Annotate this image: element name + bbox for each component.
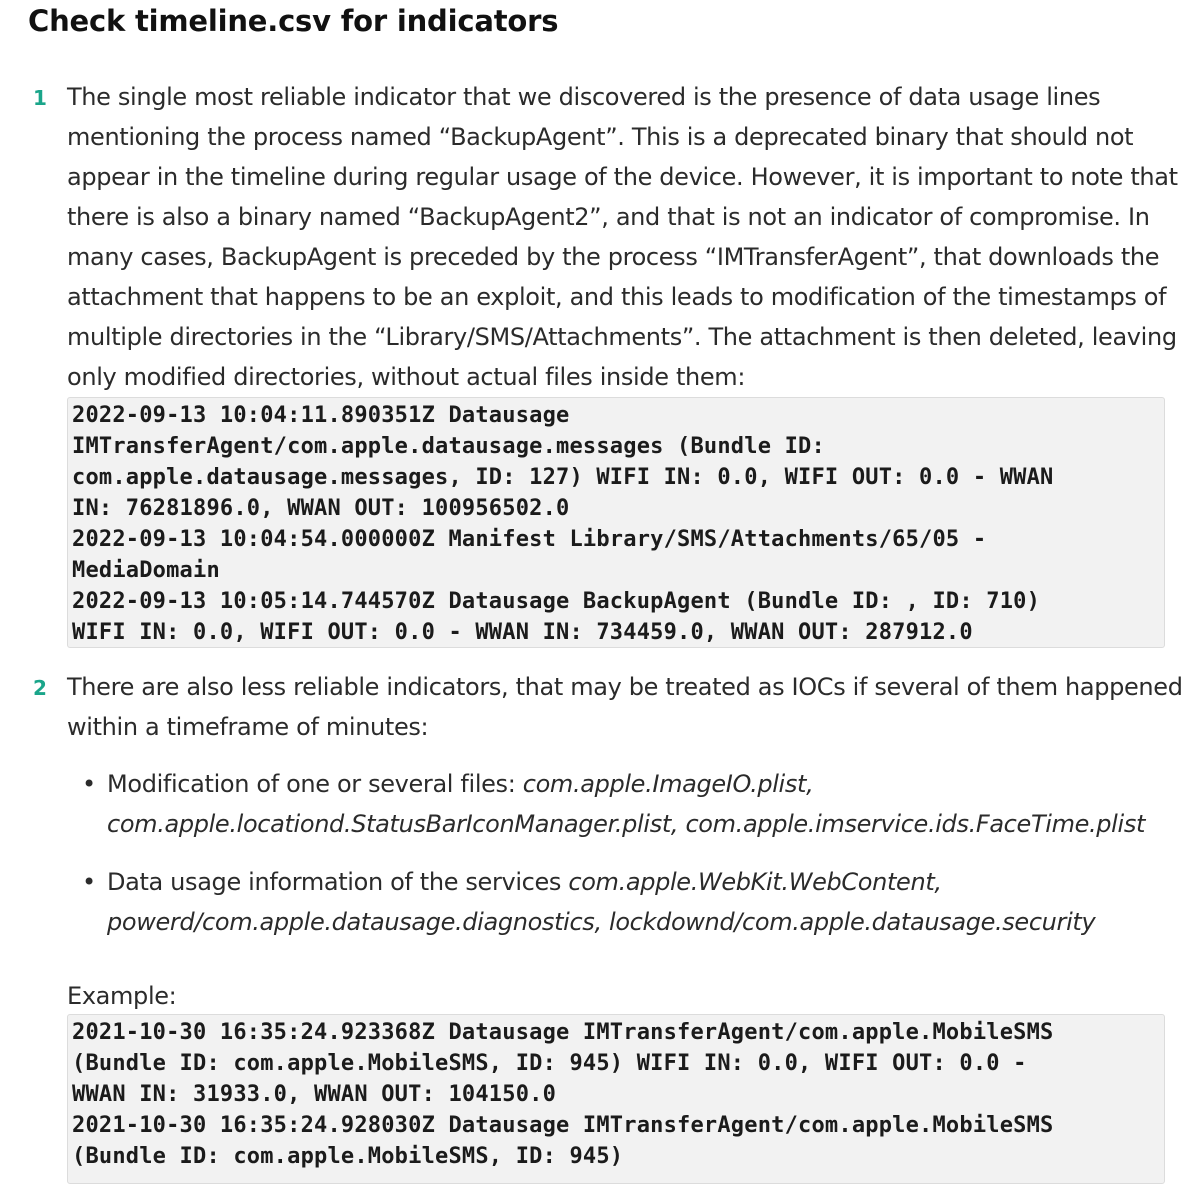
paragraph-line: many cases, BackupAgent is preceded by the process “IMTransferAgent”, that downloads the	[67, 243, 1160, 271]
bullet-dot: •	[82, 770, 97, 798]
file-name: com.apple.ImageIO.plist,	[522, 770, 814, 798]
example-text: Example:	[67, 982, 177, 1010]
code-line: (Bundle ID: com.apple.MobileSMS, ID: 945) WIFI IN: 0.0, WIFI OUT: 0.0 -	[72, 1051, 1027, 1076]
code-line: IN: 76281896.0, WWAN OUT: 100956502.0	[72, 496, 570, 521]
code-line: 2022-09-13 10:04:11.890351Z Datausage	[72, 403, 570, 428]
paragraph-line: The single most reliable indicator that we discovered is the presence of data usage lines	[67, 83, 1101, 111]
code-block-2	[67, 1014, 1165, 1184]
bullet-item	[107, 862, 1167, 942]
code-line: MediaDomain	[72, 558, 220, 583]
page-title: Check timeline.csv for indicators	[28, 4, 559, 38]
bullet-line	[107, 862, 1167, 902]
list-number-2: 2	[33, 676, 47, 700]
file-names: com.apple.locationd.StatusBarIconManager.plist, com.apple.imservice.ids.FaceTime.plist	[107, 810, 1146, 838]
code-line: (Bundle ID: com.apple.MobileSMS, ID: 945)	[72, 1144, 624, 1169]
item-2-paragraph	[67, 667, 1183, 747]
bullet-lead: Modification of one or several files:	[107, 770, 523, 798]
code-line: com.apple.datausage.messages, ID: 127) WIFI IN: 0.0, WIFI OUT: 0.0 - WWAN	[72, 465, 1054, 490]
paragraph-line: appear in the timeline during regular usage of the device. However, it is important to note that	[67, 163, 1178, 191]
code-block-1	[67, 397, 1165, 648]
bullet-line	[107, 764, 1167, 804]
example-label	[67, 976, 1177, 1016]
paragraph-line: multiple directories in the “Library/SMS/Attachments”. The attachment is then deleted, leaving	[67, 323, 1177, 351]
paragraph-line: mentioning the process named “BackupAgent”. This is a deprecated binary that should not	[67, 123, 1134, 151]
code-line: 2022-09-13 10:04:54.000000Z Manifest Library/SMS/Attachments/65/05 -	[72, 527, 987, 552]
paragraph-line: within a timeframe of minutes:	[67, 713, 429, 741]
code-line: WIFI IN: 0.0, WIFI OUT: 0.0 - WWAN IN: 734459.0, WWAN OUT: 287912.0	[72, 620, 973, 645]
paragraph-line: attachment that happens to be an exploit, and this leads to modification of the timestamps of	[67, 283, 1167, 311]
bullet-lead: Data usage information of the services	[107, 868, 569, 896]
code-line: WWAN IN: 31933.0, WWAN OUT: 104150.0	[72, 1082, 557, 1107]
code-line: 2021-10-30 16:35:24.923368Z Datausage IMTransferAgent/com.apple.MobileSMS	[72, 1020, 1054, 1045]
paragraph-line: There are also less reliable indicators, that may be treated as IOCs if several of them happened	[67, 673, 1183, 701]
code-line: IMTransferAgent/com.apple.datausage.messages (Bundle ID:	[72, 434, 825, 459]
paragraph-line: there is also a binary named “BackupAgent2”, and that is not an indicator of compromise. In	[67, 203, 1150, 231]
code-line: 2021-10-30 16:35:24.928030Z Datausage IMTransferAgent/com.apple.MobileSMS	[72, 1113, 1054, 1138]
bullet-item	[107, 764, 1167, 844]
item-1-paragraph	[67, 77, 1177, 397]
bullet-dot: •	[82, 868, 97, 896]
service-names: powerd/com.apple.datausage.diagnostics, lockdownd/com.apple.datausage.security	[107, 908, 1096, 936]
code-line: 2022-09-13 10:05:14.744570Z Datausage BackupAgent (Bundle ID: , ID: 710)	[72, 589, 1041, 614]
service-name: com.apple.WebKit.WebContent,	[568, 868, 942, 896]
paragraph-line: only modified directories, without actual files inside them:	[67, 363, 746, 391]
list-number-1: 1	[33, 86, 47, 110]
